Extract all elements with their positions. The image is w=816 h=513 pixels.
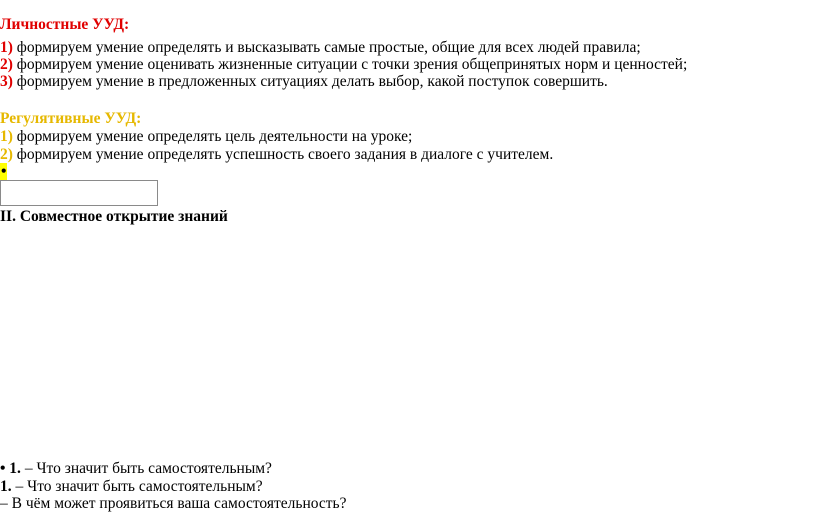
regulative-item-2-number: 2) [0, 146, 13, 163]
personal-item-3-number: 3) [0, 73, 13, 90]
bullet-icon: • [1, 163, 7, 180]
regulative-item-2-text: формируем умение определять успешность своего задания в диалоге с учителем. [12, 146, 554, 163]
personal-item-2 [0, 56, 687, 74]
empty-text-box[interactable] [0, 180, 158, 206]
regulative-uud-heading: Регулятивные УУД: [0, 110, 142, 127]
question-1-bullet-number: • 1. [0, 460, 21, 477]
regulative-item-1 [0, 128, 412, 146]
personal-item-1 [0, 39, 641, 57]
question-1-text: – Что значит быть самостоятельным? [20, 460, 272, 477]
section-2-title: II. Совместное открытие знаний [0, 208, 228, 225]
question-1-bulleted [0, 460, 272, 478]
personal-item-3-text: формируем умение в предложенных ситуациях делать выбор, какой поступок совершить. [12, 73, 608, 90]
question-1-repeat-number: 1. [0, 478, 12, 495]
personal-item-1-number: 1) [0, 39, 13, 56]
regulative-item-1-text: формируем умение определять цель деятельности на уроке; [12, 128, 413, 145]
personal-item-2-text: формируем умение оценивать жизненные ситуации с точки зрения общепринятых норм и ценностей; [12, 56, 688, 73]
question-1-repeat-text: – Что значит быть самостоятельным? [11, 478, 263, 495]
regulative-item-1-number: 1) [0, 128, 13, 145]
highlighted-bullet [0, 163, 7, 181]
personal-item-3 [0, 73, 608, 91]
personal-item-1-text: формируем умение определять и высказывать самые простые, общие для всех людей правила; [12, 39, 641, 56]
personal-uud-heading: Личностные УУД: [0, 16, 130, 33]
personal-item-2-number: 2) [0, 56, 13, 73]
question-2: – В чём может проявиться ваша самостоятельность? [0, 495, 347, 512]
question-1-repeat [0, 478, 263, 496]
regulative-item-2 [0, 146, 553, 164]
